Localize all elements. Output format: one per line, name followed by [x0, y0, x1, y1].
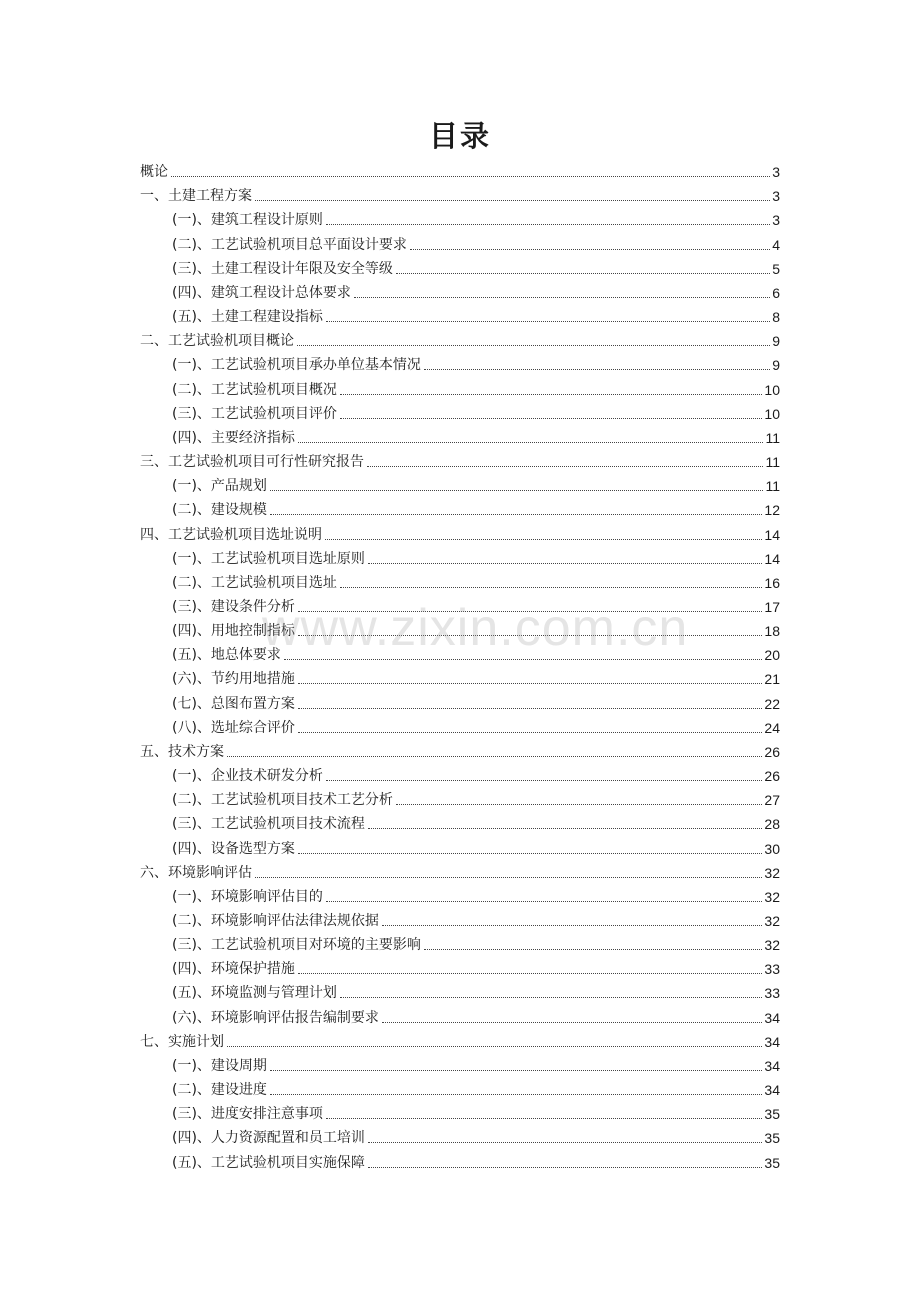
toc-entry[interactable]: [140, 861, 780, 885]
dot-leader: [270, 489, 764, 491]
toc-entry-label: (一)、企业技术研发分析: [172, 768, 323, 785]
toc-entry-label: (一)、工艺试验机项目选址原则: [172, 550, 365, 567]
dot-leader: [298, 610, 762, 612]
toc-entry-page-number: 32: [764, 937, 780, 954]
toc-entry-page-number: 35: [764, 1154, 780, 1171]
dot-leader: [227, 755, 762, 757]
toc-entry-label: 三、工艺试验机项目可行性研究报告: [140, 454, 364, 471]
toc-entry-page-number: 14: [764, 550, 780, 567]
toc-entry[interactable]: [140, 812, 780, 836]
toc-entry-page-number: 3: [772, 188, 780, 205]
toc-entry[interactable]: [140, 788, 780, 812]
toc-entry-page-number: 26: [764, 768, 780, 785]
dot-leader: [340, 417, 762, 419]
toc-entry[interactable]: [140, 305, 780, 329]
toc-entry[interactable]: [140, 426, 780, 450]
toc-entry-page-number: 14: [764, 526, 780, 543]
dot-leader: [270, 513, 762, 515]
dot-leader: [396, 803, 762, 805]
toc-entry-page-number: 33: [764, 961, 780, 978]
table-of-contents: [140, 160, 780, 1175]
toc-entry-page-number: 17: [764, 598, 780, 615]
toc-entry[interactable]: [140, 160, 780, 184]
dot-leader: [396, 272, 770, 274]
toc-entry-label: (三)、工艺试验机项目对环境的主要影响: [172, 937, 421, 954]
toc-entry[interactable]: [140, 498, 780, 522]
toc-entry[interactable]: [140, 402, 780, 426]
toc-entry-page-number: 32: [764, 888, 780, 905]
toc-entry[interactable]: [140, 909, 780, 933]
toc-entry-page-number: 4: [772, 236, 780, 253]
dot-leader: [298, 852, 762, 854]
toc-entry[interactable]: [140, 691, 780, 715]
toc-entry-page-number: 20: [764, 647, 780, 664]
toc-entry-label: (二)、工艺试验机项目技术工艺分析: [172, 792, 393, 809]
toc-entry-page-number: 32: [764, 913, 780, 929]
dot-leader: [270, 1069, 762, 1071]
toc-entry-page-number: 12: [764, 502, 780, 519]
toc-entry-label: (六)、环境影响评估报告编制要求: [172, 1009, 379, 1026]
dot-leader: [255, 876, 762, 878]
toc-entry[interactable]: [140, 1054, 780, 1078]
toc-entry-page-number: 18: [764, 623, 780, 640]
toc-entry[interactable]: [140, 595, 780, 619]
dot-leader: [368, 562, 762, 564]
toc-entry-page-number: 21: [764, 671, 780, 688]
toc-entry-page-number: 3: [772, 164, 780, 181]
toc-entry[interactable]: [140, 1126, 780, 1150]
toc-entry-page-number: 9: [772, 333, 780, 350]
toc-entry[interactable]: [140, 1102, 780, 1126]
toc-entry-page-number: 35: [764, 1130, 780, 1147]
toc-entry[interactable]: [140, 836, 780, 860]
toc-entry-page-number: 10: [764, 381, 780, 398]
toc-entry-page-number: 33: [764, 985, 780, 1002]
toc-entry[interactable]: [140, 450, 780, 474]
dot-leader: [326, 900, 762, 902]
toc-entry-label: (三)、进度安排注意事项: [172, 1106, 323, 1123]
toc-entry-page-number: 9: [772, 357, 780, 374]
toc-entry-label: 六、环境影响评估: [140, 864, 252, 881]
toc-entry-page-number: 34: [764, 1082, 780, 1099]
toc-entry-page-number: 16: [764, 574, 780, 591]
watermark: www.zixin.com.cn: [262, 599, 689, 657]
toc-entry-label: 四、工艺试验机项目选址说明: [140, 526, 322, 543]
toc-entry-page-number: 24: [764, 719, 780, 736]
toc-entry-label: 一、土建工程方案: [140, 188, 252, 205]
toc-entry[interactable]: [140, 547, 780, 571]
toc-entry-label: 概论: [140, 164, 168, 181]
dot-leader: [410, 248, 770, 250]
toc-entry-label: (一)、建筑工程设计原则: [172, 212, 323, 229]
dot-leader: [382, 1021, 762, 1023]
toc-entry[interactable]: [140, 474, 780, 498]
dot-leader: [298, 682, 762, 684]
dot-leader: [297, 344, 770, 346]
toc-entry-label: (三)、土建工程设计年限及安全等级: [172, 260, 393, 277]
toc-entry-label: (一)、工艺试验机项目承办单位基本情况: [172, 357, 421, 374]
dot-leader: [424, 368, 770, 370]
toc-entry[interactable]: [140, 184, 780, 208]
dot-leader: [270, 1093, 762, 1095]
toc-entry[interactable]: [140, 257, 780, 281]
dot-leader: [326, 779, 762, 781]
dot-leader: [298, 731, 762, 733]
dot-leader: [325, 538, 762, 540]
toc-entry[interactable]: [140, 522, 780, 546]
dot-leader: [382, 924, 762, 926]
dot-leader: [368, 827, 762, 829]
toc-entry-page-number: 3: [772, 212, 780, 229]
dot-leader: [340, 586, 762, 588]
toc-entry-label: (二)、建设进度: [172, 1082, 267, 1099]
toc-entry-page-number: 27: [764, 792, 780, 809]
toc-entry[interactable]: [140, 353, 780, 377]
toc-entry-label: (三)、建设条件分析: [172, 598, 295, 615]
toc-entry-page-number: 11: [765, 478, 780, 495]
toc-entry[interactable]: [140, 1078, 780, 1102]
dot-leader: [326, 1117, 762, 1119]
dot-leader: [368, 1141, 762, 1143]
dot-leader: [298, 707, 762, 709]
toc-entry[interactable]: [140, 619, 780, 643]
toc-entry-label: (四)、主要经济指标: [172, 429, 295, 446]
page-title: 目录: [428, 119, 491, 153]
toc-entry-label: (五)、环境监测与管理计划: [172, 985, 337, 1002]
dot-leader: [368, 1166, 762, 1168]
dot-leader: [326, 223, 770, 225]
toc-entry-page-number: 30: [764, 840, 780, 857]
toc-entry-label: (六)、节约用地措施: [172, 671, 295, 688]
toc-entry[interactable]: [140, 571, 780, 595]
toc-entry-page-number: 34: [764, 1009, 780, 1026]
toc-entry-page-number: 34: [764, 1033, 780, 1050]
toc-entry-label: (五)、地总体要求: [172, 647, 281, 664]
toc-entry[interactable]: [140, 716, 780, 740]
dot-leader: [298, 972, 762, 974]
toc-entry-label: (五)、土建工程建设指标: [172, 309, 323, 326]
toc-entry-label: (二)、环境影响评估法律法规依据: [172, 913, 379, 929]
dot-leader: [367, 465, 763, 467]
dot-leader: [424, 948, 762, 950]
toc-entry-page-number: 5: [772, 260, 780, 277]
toc-entry-label: (四)、用地控制指标: [172, 623, 295, 640]
toc-entry-label: 二、工艺试验机项目概论: [140, 333, 294, 350]
toc-entry-page-number: 11: [765, 429, 780, 446]
toc-entry[interactable]: [140, 981, 780, 1005]
toc-entry-label: (三)、工艺试验机项目技术流程: [172, 816, 365, 833]
toc-entry-label: (二)、工艺试验机项目概况: [172, 381, 337, 398]
dot-leader: [340, 996, 762, 998]
toc-entry[interactable]: [140, 281, 780, 305]
toc-entry-label: (一)、环境影响评估目的: [172, 888, 323, 905]
toc-entry[interactable]: [140, 329, 780, 353]
toc-entry[interactable]: [140, 740, 780, 764]
toc-entry-label: (二)、工艺试验机项目总平面设计要求: [172, 236, 407, 253]
toc-entry[interactable]: [140, 1030, 780, 1054]
toc-entry[interactable]: [140, 885, 780, 909]
toc-entry-page-number: 22: [764, 695, 780, 712]
toc-entry-label: (一)、建设周期: [172, 1057, 267, 1074]
toc-entry[interactable]: [140, 208, 780, 232]
toc-entry[interactable]: [140, 667, 780, 691]
toc-entry-label: (一)、产品规划: [172, 478, 267, 495]
dot-leader: [340, 393, 762, 395]
toc-entry-label: (四)、建筑工程设计总体要求: [172, 284, 351, 301]
dot-leader: [284, 658, 762, 660]
toc-entry-label: (三)、工艺试验机项目评价: [172, 405, 337, 422]
toc-entry-page-number: 26: [764, 743, 780, 760]
toc-entry-page-number: 6: [772, 284, 780, 301]
dot-leader: [171, 175, 770, 177]
toc-entry-label: (四)、环境保护措施: [172, 961, 295, 978]
toc-entry[interactable]: [140, 377, 780, 401]
toc-entry-page-number: 28: [764, 816, 780, 833]
dot-leader: [227, 1045, 762, 1047]
toc-entry[interactable]: [140, 232, 780, 256]
toc-entry[interactable]: [140, 957, 780, 981]
toc-entry[interactable]: [140, 764, 780, 788]
dot-leader: [255, 199, 770, 201]
toc-entry-label: (五)、工艺试验机项目实施保障: [172, 1154, 365, 1171]
toc-entry-label: (二)、建设规模: [172, 502, 267, 519]
toc-entry-label: (二)、工艺试验机项目选址: [172, 574, 337, 591]
dot-leader: [326, 320, 770, 322]
toc-entry-page-number: 34: [764, 1057, 780, 1074]
toc-entry[interactable]: [140, 1150, 780, 1174]
toc-entry[interactable]: [140, 1005, 780, 1029]
toc-entry-page-number: 11: [765, 454, 780, 471]
toc-entry-label: 七、实施计划: [140, 1033, 224, 1050]
toc-entry-page-number: 35: [764, 1106, 780, 1123]
toc-entry[interactable]: [140, 643, 780, 667]
toc-entry-label: (七)、总图布置方案: [172, 695, 295, 712]
toc-entry-page-number: 8: [772, 309, 780, 326]
dot-leader: [298, 441, 764, 443]
dot-leader: [354, 296, 770, 298]
toc-entry-label: 五、技术方案: [140, 743, 224, 760]
dot-leader: [298, 634, 762, 636]
toc-entry-page-number: 32: [764, 864, 780, 881]
toc-entry-label: (四)、人力资源配置和员工培训: [172, 1130, 365, 1147]
toc-entry[interactable]: [140, 933, 780, 957]
toc-entry-label: (四)、设备选型方案: [172, 840, 295, 857]
toc-entry-page-number: 10: [764, 405, 780, 422]
toc-entry-label: (八)、选址综合评价: [172, 719, 295, 736]
